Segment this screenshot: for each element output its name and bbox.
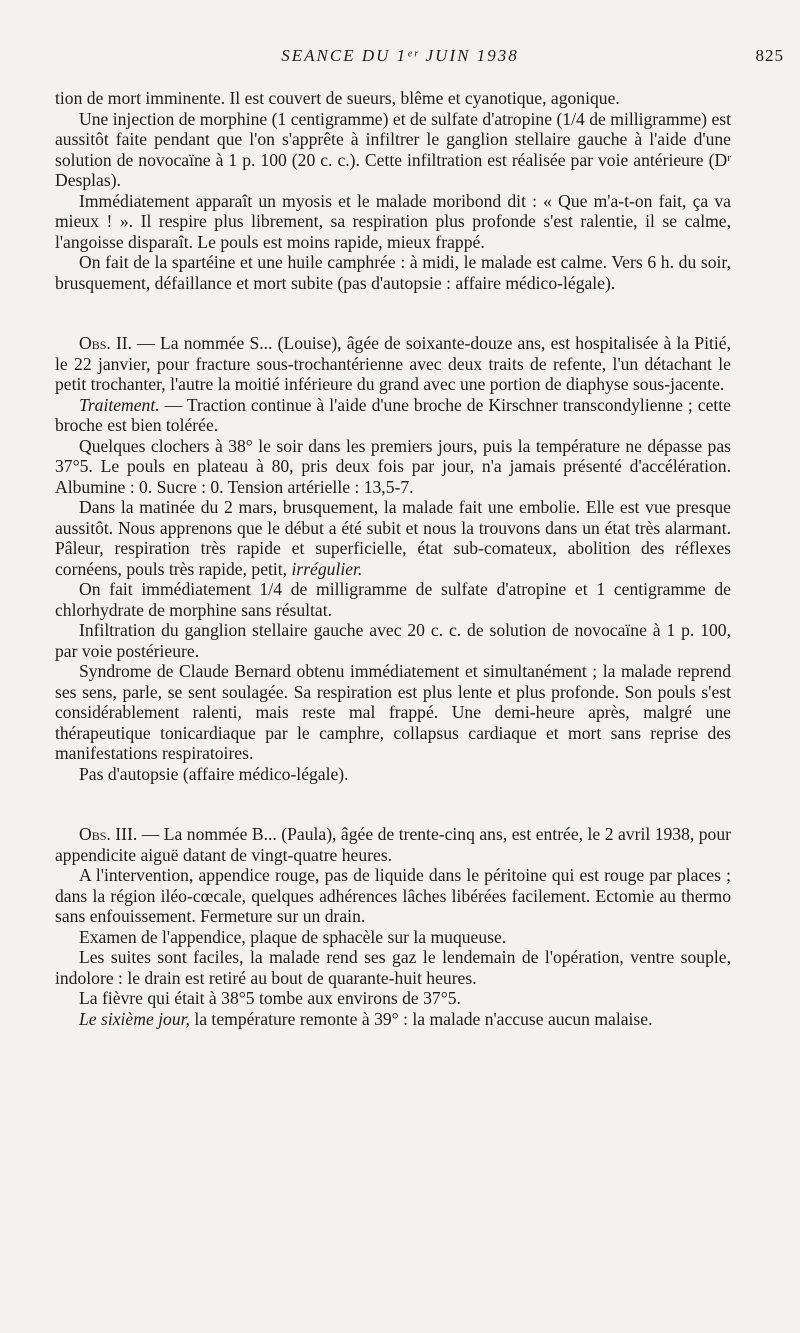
italic-lead: Traitement.	[79, 394, 160, 415]
paragraph: Dans la matinée du 2 mars, brusquement, la malade fait une embolie. Elle est vue presque aussitôt. Nous apprenons que le début a été subit et nous la trouvons dans un état très alarmant. Pâleur, respiration très rapide et superficielle, état sub-comateux, abolition des réflexes cornéens, pouls très rapide, petit, irrégulier.	[55, 497, 731, 579]
italic-lead: Le sixième jour,	[79, 1008, 190, 1029]
observation-label: Obs. III.	[79, 824, 138, 844]
paragraph: On fait immédiatement 1/4 de milligramme de sulfate d'atropine et 1 centigramme de chlorhydrate de morphine sans résultat.	[55, 579, 731, 620]
observation-label: Obs. II.	[79, 333, 133, 353]
observation-paragraph: Obs. II. — La nommée S... (Louise), âgée de soixante-douze ans, est hospitalisée à la Pitié, le 22 janvier, pour fracture sous-trochantérienne avec deux traits de refente, l'un détachant le petit trochanter, l'autre la moitié inférieure du grand avec une portion de diaphyse sous-jacente.	[55, 333, 731, 394]
section-gap	[55, 293, 731, 333]
italic-tail: irrégulier.	[291, 558, 363, 579]
running-title: SEANCE DU 1ᵉʳ JUIN 1938	[281, 46, 519, 65]
paragraph: Examen de l'appendice, plaque de sphacèle sur la muqueuse.	[79, 926, 507, 947]
body-text	[55, 88, 731, 1029]
paragraph: Les suites sont faciles, la malade rend ses gaz le lendemain de l'opération, ventre souple, indolore : le drain est retiré au bout de quarante-huit heures.	[55, 947, 731, 988]
paragraph: Infiltration du ganglion stellaire gauche avec 20 c. c. de solution de novocaïne à 1 p. 100, par voie postérieure.	[55, 620, 731, 661]
observation-paragraph: Obs. III. — La nommée B... (Paula), âgée de trente-cinq ans, est entrée, le 2 avril 1938, pour appendicite aiguë datant de vingt-quatre heures.	[55, 824, 731, 865]
paragraph: Pas d'autopsie (affaire médico-légale).	[79, 763, 349, 784]
paragraph: A l'intervention, appendice rouge, pas de liquide dans le péritoine qui est rouge par places ; dans la région iléo-cœcale, quelques adhérences lâches libérées facilement. Ectomie au thermo sans enfouissement. Fermeture sur un drain.	[55, 865, 731, 926]
paragraph: On fait de la spartéine et une huile camphrée : à midi, le malade est calme. Vers 6 h. du soir, brusquement, défaillance et mort subite (pas d'autopsie : affaire médico-légale).	[55, 252, 731, 293]
paragraph: Le sixième jour, la température remonte à 39° : la malade n'accuse aucun malaise.	[79, 1008, 653, 1029]
paragraph: Traitement. — Traction continue à l'aide d'une broche de Kirschner transcondylienne ; cette broche est bien tolérée.	[55, 394, 731, 435]
paragraph: La fièvre qui était à 38°5 tombe aux environs de 37°5.	[79, 988, 461, 1008]
page-header	[0, 46, 800, 72]
paragraph: Syndrome de Claude Bernard obtenu immédiatement et simultanément ; la malade reprend ses sens, parle, se sent soulagée. Sa respiration est plus lente et plus profonde. Son pouls s'est considérablement ralenti, mais reste mal frappé. Une demi-heure après, malgré une thérapeutique tonicardiaque par le camphre, collapsus cardiaque et mort sans reprise des manifestations respiratoires.	[55, 661, 731, 763]
paragraph: Une injection de morphine (1 centigramme) et de sulfate d'atropine (1/4 de milligramme) est aussitôt faite pendant que l'on s'apprête à infiltrer le ganglion stellaire gauche à l'aide d'une solution de novocaïne à 1 p. 100 (20 c. c.). Cette infiltration est réalisée par voie antérieure (Dʳ Desplas).	[55, 108, 731, 190]
paragraph: tion de mort imminente. Il est couvert de sueurs, blême et cyanotique, agonique.	[55, 88, 620, 108]
page-number: 825	[755, 46, 784, 65]
section-gap	[55, 784, 731, 824]
paragraph: Quelques clochers à 38° le soir dans les premiers jours, puis la température ne dépasse pas 37°5. Le pouls en plateau à 80, pris deux fois par jour, n'a jamais présenté d'accélération. Albumine : 0. Sucre : 0. Tension artérielle : 13,5-7.	[55, 435, 731, 497]
paragraph: Immédiatement apparaît un myosis et le malade moribond dit : « Que m'a-t-on fait, ça va mieux ! ». Il respire plus librement, sa respiration plus profonde s'est ralentie, il se calme, l'angoisse disparaît. Le pouls est moins rapide, mieux frappé.	[55, 190, 731, 252]
